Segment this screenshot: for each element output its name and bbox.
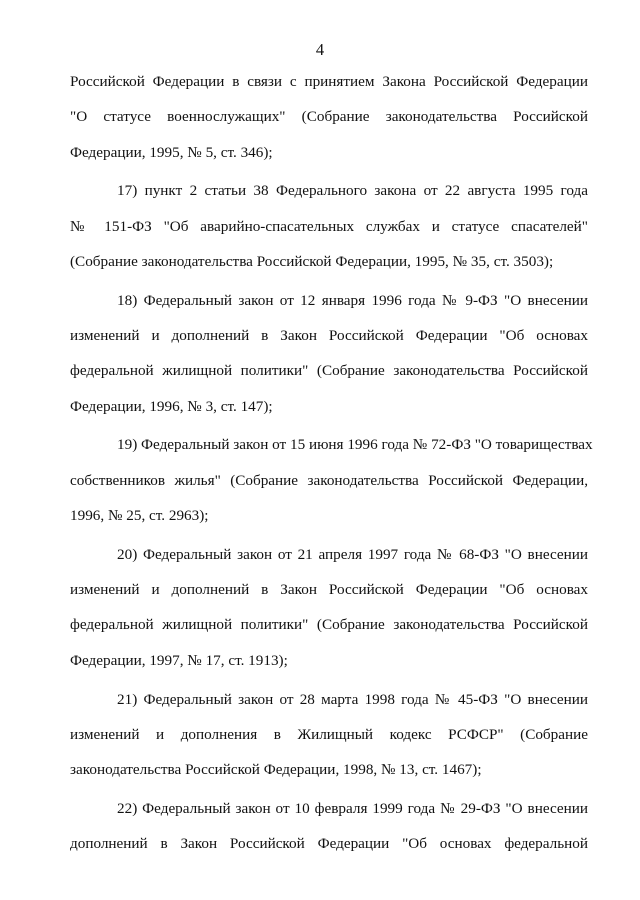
text-line: 19) Федеральный закон от 15 июня 1996 года № 72-ФЗ "О товариществах [117,436,593,454]
text-line: собственников жилья" (Собрание законодательства Российской Федерации, [70,471,588,489]
text-line: законодательства Российской Федерации, 1998, № 13, ст. 1467); [70,761,482,779]
text-line: 20) Федеральный закон от 21 апреля 1997 года № 68-ФЗ "О внесении [117,545,588,563]
paragraph-item-21 [70,682,588,788]
paragraph-continuation [70,64,588,170]
text-line: Федерации, 1996, № 3, ст. 147); [70,397,273,415]
text-line: изменений и дополнения в Жилищный кодекс РСФСР" (Собрание [70,725,588,743]
text-line: "О статусе военнослужащих" (Собрание законодательства Российской [70,108,588,126]
text-line: 18) Федеральный закон от 12 января 1996 года № 9-ФЗ "О внесении [117,291,588,309]
text-line: изменений и дополнений в Закон Российской Федерации "Об основах [70,327,588,345]
paragraph-item-17 [70,173,588,279]
text-line: Федерации, 1995, № 5, ст. 346); [70,143,273,161]
text-line: № 151-ФЗ "Об аварийно-спасательных службах и статусе спасателей" [70,217,588,235]
text-line: изменений и дополнений в Закон Российской Федерации "Об основах [70,581,588,599]
text-line: 17) пункт 2 статьи 38 Федерального закона от 22 августа 1995 года [117,182,588,200]
text-line: дополнений в Закон Российской Федерации "Об основах федеральной [70,835,588,853]
text-line: Российской Федерации в связи с принятием Закона Российской Федерации [70,73,588,90]
text-line: 21) Федеральный закон от 28 марта 1998 года № 45-ФЗ "О внесении [117,690,588,708]
paragraph-item-18 [70,283,588,424]
text-line: 22) Федеральный закон от 10 февраля 1999 года № 29-ФЗ "О внесении [117,799,588,817]
text-line: Федерации, 1997, № 17, ст. 1913); [70,651,288,669]
paragraph-item-22 [70,791,588,862]
page-number: 4 [315,40,325,59]
paragraph-item-20 [70,537,588,678]
text-line: 1996, № 25, ст. 2963); [70,507,209,525]
paragraph-item-19 [70,427,593,533]
text-line: (Собрание законодательства Российской Федерации, 1995, № 35, ст. 3503); [70,252,554,270]
text-line: федеральной жилищной политики" (Собрание законодательства Российской [70,362,588,380]
document-body [70,64,593,865]
text-line: федеральной жилищной политики" (Собрание законодательства Российской [70,616,588,634]
